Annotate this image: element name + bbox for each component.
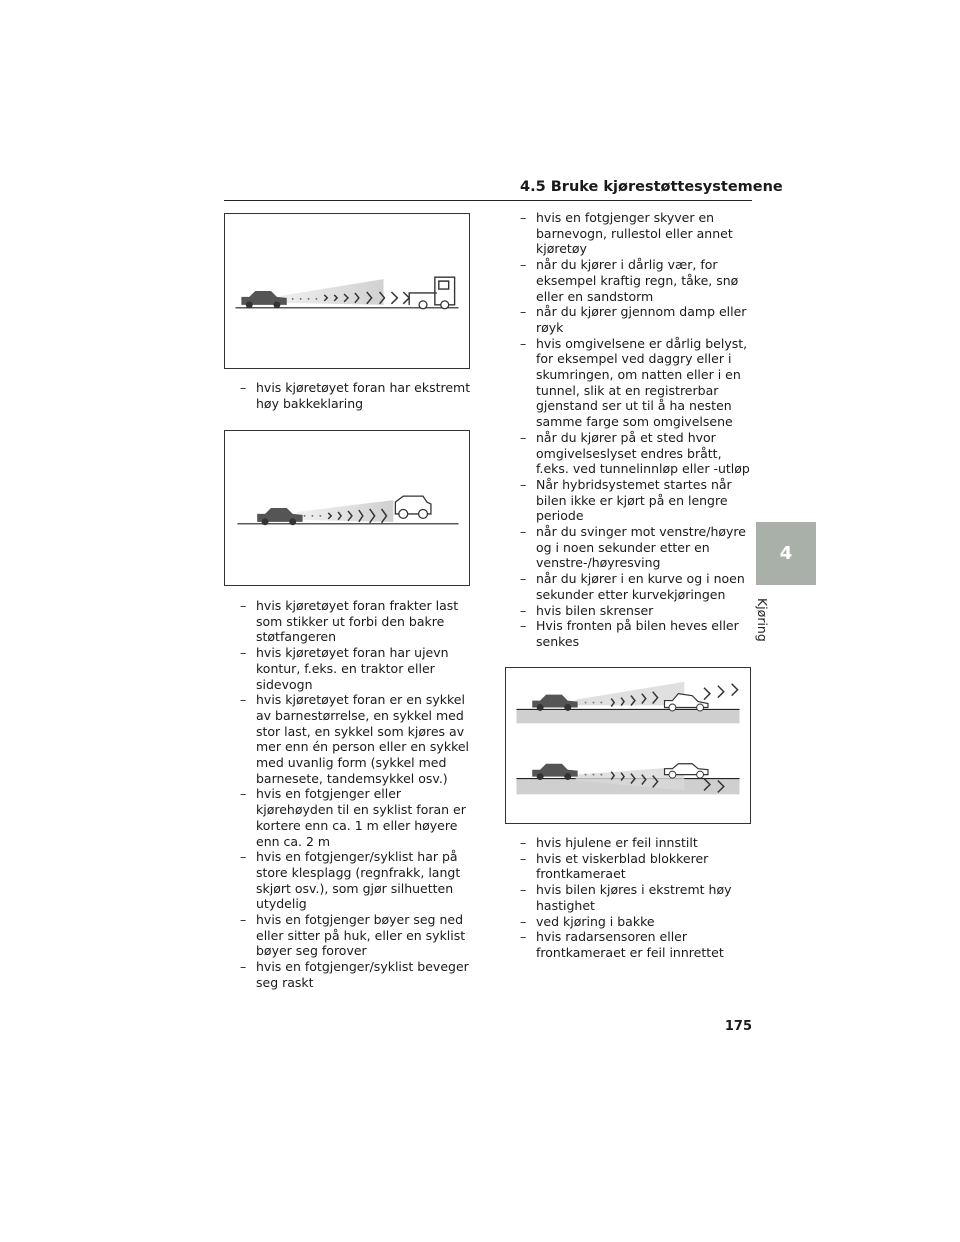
page-header-title: 4.5 Bruke kjørestøttesystemene	[520, 179, 783, 195]
list-item-text: hvis omgivelsene er dårlig belyst, for eksempel ved daggry eller i skumringen, om natten eller i en tunnel, slik at en registrerbar gjenstand ser ut til å ha nesten samme farge som omgivelsene	[536, 335, 748, 430]
header-divider	[224, 200, 752, 201]
list-item-text: Hvis fronten på bilen heves eller senkes	[536, 618, 739, 649]
list-marker: –	[520, 476, 527, 492]
list-marker: –	[520, 304, 527, 320]
list-marker: –	[240, 692, 247, 708]
list-item	[520, 477, 754, 524]
list-item	[520, 430, 754, 477]
list-item-text: når du svinger mot venstre/høyre og i noen sekunder etter en venstre-/høyresving	[536, 524, 746, 571]
page-number: 175	[724, 1019, 752, 1034]
list-c	[520, 210, 754, 650]
list-item-text: hvis en fotgjenger eller kjørehøyden til en syklist foran er kortere enn ca. 1 m eller høyere enn ca. 2 m	[256, 786, 466, 849]
list-item-text: hvis et viskerblad blokkerer frontkameraet	[536, 850, 709, 882]
list-marker: –	[520, 602, 527, 618]
list-item-text: hvis en fotgjenger skyver en barnevogn, rullestol eller annet kjøretøy	[536, 210, 733, 257]
list-marker: –	[520, 210, 527, 225]
list-marker: –	[520, 913, 527, 929]
list-item-text: hvis en fotgjenger/syklist har på store klesplagg (regnfrakk, langt skjørt osv.), som gjør silhuetten utydelig	[256, 849, 461, 912]
list-item-text: hvis bilen kjøres i ekstremt høy hastighet	[536, 882, 732, 913]
list-item-text: hvis kjøretøyet foran frakter last som stikker ut forbi den bakre støtfangeren	[256, 598, 459, 645]
list-item	[240, 692, 472, 786]
list-item	[520, 603, 754, 619]
list-item	[240, 849, 472, 912]
list-item-text: ved kjøring i bakke	[536, 913, 655, 929]
list-item	[240, 912, 472, 959]
car-following-high-vehicle-illustration	[224, 430, 470, 586]
list-marker: –	[520, 850, 527, 866]
list-item	[520, 882, 754, 913]
list-item-text: når du kjører på et sted hvor omgivelseslyset endres brått, f.eks. ved tunnelinnløp eller -utløp	[536, 429, 750, 477]
list-item	[520, 851, 754, 882]
list-item-text: når du kjører gjennom damp eller røyk	[536, 304, 747, 335]
list-b	[240, 598, 472, 991]
list-item-text: hvis radarsensoren eller frontkameraet er feil innrettet	[536, 929, 724, 960]
list-item	[240, 598, 472, 645]
list-item	[520, 210, 754, 257]
list-item	[240, 380, 472, 411]
list-a	[240, 380, 472, 411]
list-marker: –	[520, 882, 527, 898]
list-item-text: hvis hjulene er feil innstilt	[536, 835, 698, 850]
list-item	[240, 786, 472, 849]
list-marker: –	[520, 571, 527, 587]
chapter-label-text: Kjøring	[755, 598, 770, 642]
list-item	[520, 257, 754, 304]
list-marker: –	[520, 335, 527, 351]
list-marker: –	[240, 786, 247, 802]
list-item-text: hvis kjøretøyet foran har ujevn kontur, f.eks. en traktor eller sidevogn	[256, 645, 449, 692]
list-item-text: hvis en fotgjenger/syklist beveger seg raskt	[256, 959, 469, 990]
list-item	[520, 929, 754, 960]
list-item	[520, 336, 754, 430]
list-marker: –	[520, 429, 527, 445]
list-item	[240, 959, 472, 990]
list-d	[520, 835, 754, 961]
list-marker: –	[520, 524, 527, 540]
list-marker: –	[240, 380, 247, 395]
list-marker: –	[520, 257, 527, 273]
list-item	[520, 524, 754, 571]
list-item-text: Når hybridsystemet startes når bilen ikke er kjørt på en lengre periode	[536, 476, 732, 524]
list-item-text: hvis kjøretøyet foran er en sykkel av barnestørrelse, en sykkel med stor last, en sykkel som kjøres av mer enn én person eller en sykkel med uvanlig form (sykkel med barnesete, tandemsykkel osv.)	[256, 692, 470, 786]
list-marker: –	[240, 912, 247, 928]
chapter-tab: 4	[756, 522, 816, 585]
list-marker: –	[520, 835, 527, 850]
list-marker: –	[240, 645, 247, 661]
list-marker: –	[240, 849, 247, 865]
list-item-text: hvis kjøretøyet foran har ekstremt høy bakkeklaring	[256, 380, 471, 411]
list-item	[520, 618, 754, 649]
list-item-text: når du kjører i dårlig vær, for eksempel kraftig regn, tåke, snø eller en sandstorm	[536, 257, 739, 304]
list-marker: –	[240, 959, 247, 975]
chapter-label	[740, 598, 800, 648]
car-following-truck-illustration	[224, 213, 470, 369]
list-item-text: hvis en fotgjenger bøyer seg ned eller sitter på huk, eller en syklist bøyer seg forover	[256, 912, 466, 959]
car-skidding-and-nose-up-illustration	[505, 667, 751, 824]
list-item	[520, 914, 754, 930]
list-marker: –	[520, 929, 527, 945]
list-marker: –	[520, 618, 527, 634]
list-marker: –	[240, 598, 247, 613]
list-item-text: når du kjører i en kurve og i noen sekunder etter kurvekjøringen	[536, 571, 745, 602]
list-item-text: hvis bilen skrenser	[536, 602, 654, 618]
list-item	[520, 835, 754, 851]
list-item	[240, 645, 472, 692]
list-item	[520, 571, 754, 602]
list-item	[520, 304, 754, 335]
